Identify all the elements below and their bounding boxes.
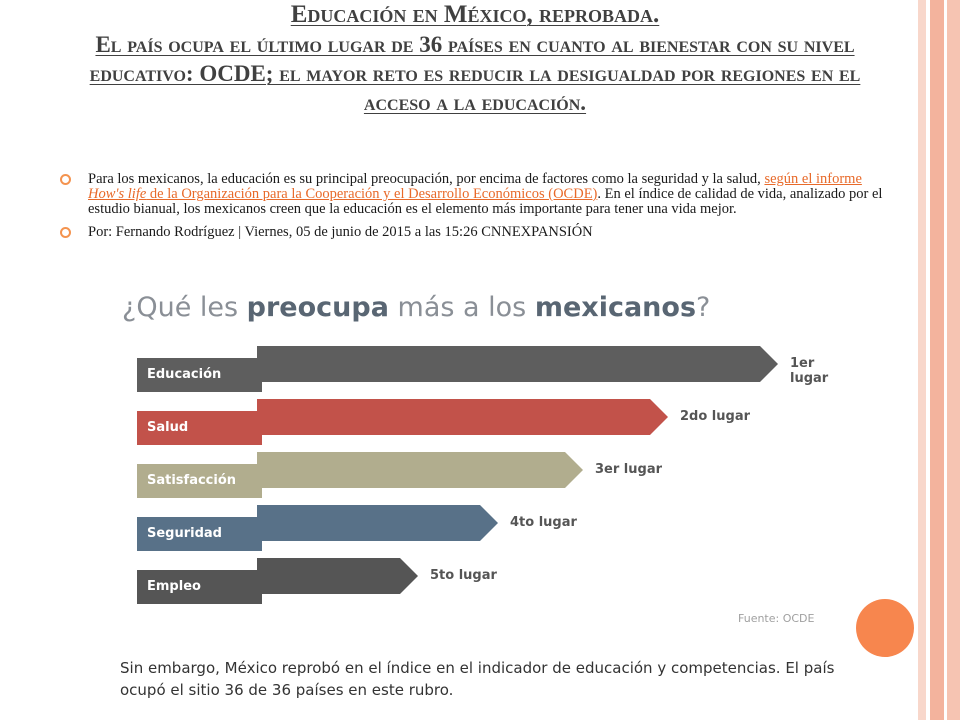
bar-place: 3er lugar — [595, 462, 662, 477]
bullet-item — [60, 225, 895, 240]
bullet-dot-icon — [60, 227, 71, 238]
bar-label: Educación — [147, 367, 222, 382]
ocde-report-link[interactable]: según el informe How's life de la Organización para la Cooperación y el Desarrollo Económicos (OCDE) — [88, 171, 862, 202]
bullet-dot-icon — [60, 174, 71, 185]
bar-place: 4to lugar — [510, 515, 577, 530]
bar-arrow — [257, 505, 498, 541]
title-line1: Educación en México, reprobada. — [290, 1, 660, 28]
bar-2 — [137, 399, 668, 445]
decorative-stripes — [918, 0, 960, 720]
bar-arrow — [257, 346, 778, 382]
bar-1 — [137, 346, 778, 392]
stripe — [918, 0, 926, 720]
bar-arrow — [257, 558, 418, 594]
bar-place: 5to lugar — [430, 568, 497, 583]
bar-arrow — [257, 452, 583, 488]
bar-arrow — [257, 399, 668, 435]
stripe — [947, 0, 960, 720]
bullet-item — [60, 172, 895, 217]
source-text: Fuente: OCDE — [738, 612, 815, 625]
bar-label: Satisfacción — [147, 473, 237, 488]
title-line2: El país ocupa el último lugar de 36 países en cuanto al bienestar con su nivel educativo: OCDE; el mayor reto es reducir la desigualdad por regiones en el acceso a la educación. — [89, 32, 861, 115]
bullet-text: Para los mexicanos, la educación es su principal preocupación, por encima de factores como la seguridad y la salud, — [88, 171, 765, 187]
stripe — [930, 0, 944, 720]
infographic — [110, 280, 850, 700]
infographic-title: ¿Qué les preocupa más a los mexicanos? — [122, 292, 711, 323]
decorative-circle — [856, 599, 914, 657]
bar-label: Seguridad — [147, 526, 222, 541]
bar-place: 1er lugar — [790, 356, 829, 386]
bullet-text: . En el índice de calidad de vida, analizado por el estudio bianual, los mexicanos creen que la educación es el elemento más importante para tener una vida mejor. — [88, 186, 883, 217]
bullet-list — [60, 172, 895, 248]
bar-place: 2do lugar — [680, 409, 751, 424]
bar-label: Empleo — [147, 579, 201, 594]
bar-label: Salud — [147, 420, 189, 435]
slide-title — [60, 0, 890, 117]
infographic-note: Sin embargo, México reprobó en el índice en el indicador de educación y competencias. El país ocupó el sitio 36 de 36 países en este rubro. — [120, 659, 835, 699]
byline-text: Por: Fernando Rodríguez | Viernes, 05 de junio de 2015 a las 15:26 CNNEXPANSIÓN — [88, 224, 593, 240]
